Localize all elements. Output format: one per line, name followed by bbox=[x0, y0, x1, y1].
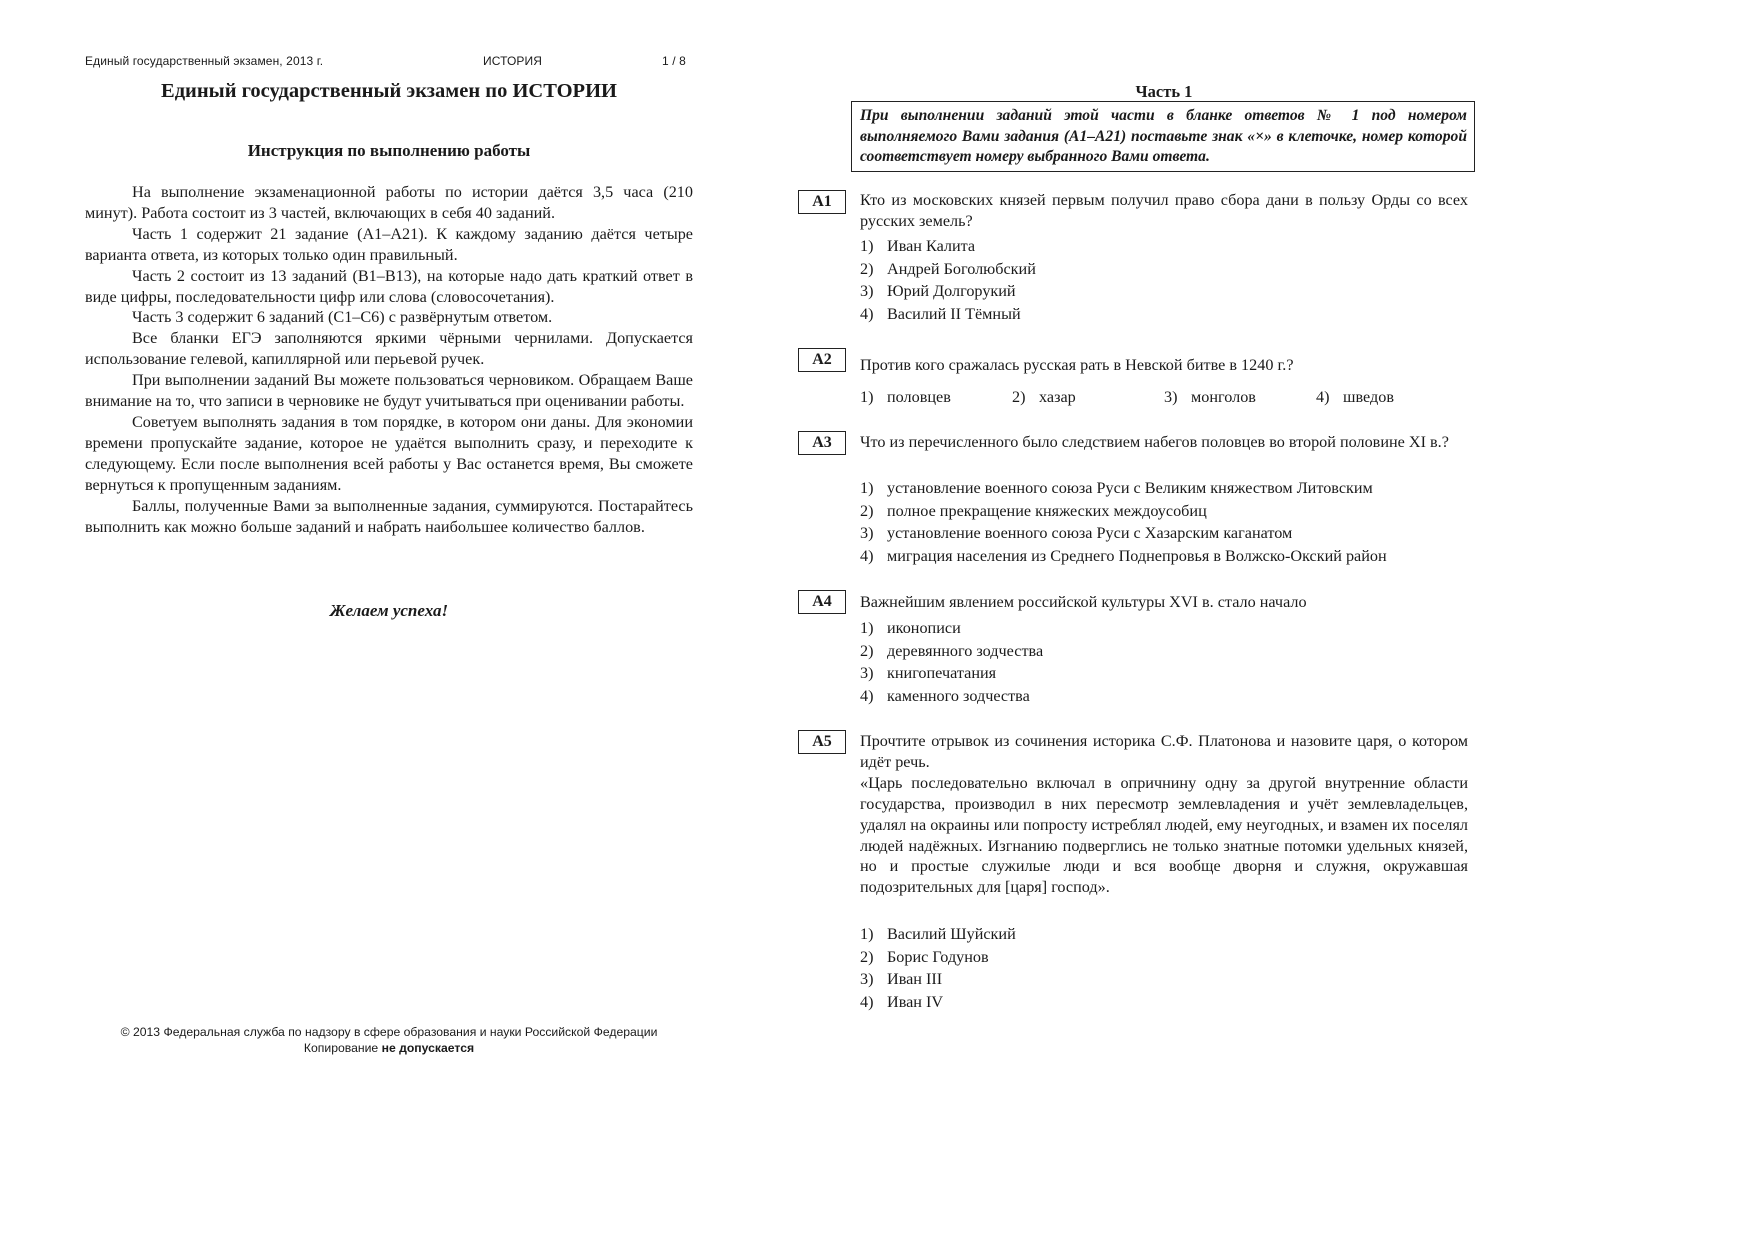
option-text: установление военного союза Руси с Великим княжеством Литовским bbox=[887, 479, 1373, 497]
option-number: 3) bbox=[860, 970, 874, 989]
option-number: 4) bbox=[860, 547, 874, 566]
option-text: монголов bbox=[1191, 388, 1256, 406]
instructions-paragraph: Баллы, полученные Вами за выполненные задания, суммируются. Постарайтесь выполнить как можно больше заданий и набрать наибольшее количество баллов. bbox=[85, 496, 693, 536]
copy-notice bbox=[85, 1040, 693, 1056]
option-number: 2) bbox=[860, 501, 874, 520]
answer-option bbox=[860, 303, 1468, 326]
instructions-paragraph: Часть 2 состоит из 13 заданий (В1–В13), на которые надо дать краткий ответ в виде цифры, последовательности цифр или слова (словосочетания). bbox=[85, 266, 693, 306]
answer-option bbox=[860, 968, 1468, 991]
option-text: шведов bbox=[1343, 388, 1394, 406]
option-number: 3) bbox=[860, 524, 874, 543]
answer-option bbox=[1012, 386, 1164, 409]
copy-notice-prefix: Копирование bbox=[303, 1041, 382, 1055]
option-text: книгопечатания bbox=[887, 664, 997, 683]
answer-options bbox=[860, 923, 1468, 1014]
page-title: Единый государственный экзамен по ИСТОРИИ bbox=[161, 80, 617, 102]
task-question bbox=[860, 731, 1468, 898]
answer-option bbox=[860, 522, 1468, 545]
copyright-line: © 2013 Федеральная служба по надзору в сфере образования и науки Российской Федерации bbox=[120, 1025, 658, 1039]
answer-option bbox=[860, 235, 1468, 258]
answer-option bbox=[1316, 386, 1468, 409]
question-text: Прочтите отрывок из сочинения историка С.Ф. Платонова и назовите царя, о котором идёт речь. bbox=[860, 732, 1468, 771]
answer-option bbox=[860, 991, 1468, 1014]
option-text: деревянного зодчества bbox=[887, 641, 1044, 660]
task-question bbox=[860, 432, 1468, 453]
task-label: А2 bbox=[798, 348, 846, 372]
answer-option bbox=[860, 685, 1468, 708]
task-question bbox=[860, 592, 1468, 613]
answer-option bbox=[860, 662, 1468, 685]
option-number: 4) bbox=[860, 993, 874, 1012]
option-text: каменного зодчества bbox=[887, 687, 1030, 706]
task-question bbox=[860, 190, 1468, 232]
option-number: 3) bbox=[1164, 388, 1178, 406]
option-number: 2) bbox=[860, 259, 874, 278]
instructions-paragraph: Советуем выполнять задания в том порядке, в котором они даны. Для экономии времени пропускайте задание, которое не удаётся выполнить сразу, и переходите к следующему. Если после выполнения всей работы у Вас останется время, Вы сможете вернуться к пропущенным заданиям. bbox=[85, 412, 693, 494]
instructions-body bbox=[85, 182, 693, 537]
answer-option bbox=[860, 477, 1468, 500]
option-text: Василий Шуйский bbox=[887, 925, 1016, 943]
task-label: А3 bbox=[798, 431, 846, 455]
part-title: Часть 1 bbox=[1135, 82, 1193, 101]
task-label: А1 bbox=[798, 190, 846, 214]
option-text: Иван Калита bbox=[887, 237, 976, 255]
option-number: 2) bbox=[1012, 388, 1026, 406]
instructions-paragraph: Все бланки ЕГЭ заполняются яркими чёрными чернилами. Допускается использование гелевой, капиллярной или перьевой ручек. bbox=[85, 329, 693, 369]
answer-option bbox=[860, 258, 1468, 281]
instructions-paragraph: На выполнение экзаменационной работы по истории даётся 3,5 часа (210 минут). Работа состоит из 3 частей, включающих в себя 40 заданий. bbox=[85, 183, 693, 222]
instructions-title: Инструкция по выполнению работы bbox=[247, 141, 531, 160]
option-text: Иван IV bbox=[887, 993, 944, 1012]
question-text: Против кого сражалась русская рать в Невской битве в 1240 г.? bbox=[860, 356, 1294, 374]
task-label: А5 bbox=[798, 730, 846, 754]
option-number: 3) bbox=[860, 282, 874, 301]
answer-options bbox=[860, 235, 1468, 326]
option-text: Василий II Тёмный bbox=[887, 305, 1021, 324]
answer-option bbox=[860, 946, 1468, 969]
quote-text: «Царь последовательно включал в опричнину одну за другой внутренние области государства, производил в них пересмотр землевладения и учёт землевладельцев, удалял на окраины или попросту истреблял людей, ему неугодных, и взамен их поселял людей надёжных. Изгнанию подверглись не только знатные потомки удельных князей, но и простые служилые люди и вся вообще дворня и служня, окружавшая подозрительных для [царя] господ». bbox=[860, 773, 1468, 897]
option-number: 2) bbox=[860, 641, 874, 660]
answer-option bbox=[860, 500, 1468, 523]
instructions-paragraph: При выполнении заданий Вы можете пользоваться черновиком. Обращаем Ваше внимание на то, что записи в черновике не будут учитываться при оценивании работы. bbox=[85, 371, 693, 411]
answer-option bbox=[860, 280, 1468, 303]
option-text: установление военного союза Руси с Хазарским каганатом bbox=[887, 524, 1293, 543]
answer-option bbox=[860, 617, 1468, 640]
option-number: 4) bbox=[1316, 388, 1330, 406]
answer-option bbox=[860, 640, 1468, 663]
answer-option bbox=[1164, 386, 1316, 409]
header-exam: Единый государственный экзамен, 2013 г. bbox=[85, 54, 324, 68]
task-question bbox=[860, 355, 1468, 376]
option-number: 1) bbox=[860, 388, 874, 406]
header-page-number: 1 / 8 bbox=[662, 54, 686, 68]
option-number: 1) bbox=[860, 925, 874, 943]
task-label: А4 bbox=[798, 590, 846, 614]
good-luck-wish: Желаем успеха! bbox=[329, 601, 449, 620]
option-text: Борис Годунов bbox=[887, 947, 989, 966]
question-text: Важнейшим явлением российской культуры XVI в. стало начало bbox=[860, 593, 1307, 611]
option-text: Иван III bbox=[887, 970, 943, 989]
answer-option bbox=[860, 386, 1012, 409]
instructions-paragraph: Часть 1 содержит 21 задание (А1–А21). К каждому заданию даётся четыре варианта ответа, из которых только один правильный. bbox=[85, 224, 693, 264]
answer-options bbox=[860, 477, 1468, 568]
part-instruction-box: При выполнении заданий этой части в бланке ответов № 1 под номером выполняемого Вами задания (А1–А21) поставьте знак «×» в клеточке, номер которой соответствует номеру выбранного Вами ответа. bbox=[851, 101, 1475, 172]
option-number: 1) bbox=[860, 237, 874, 255]
header-subject: ИСТОРИЯ bbox=[483, 54, 543, 68]
answer-option bbox=[860, 923, 1468, 946]
option-text: полное прекращение княжеских междоусобиц bbox=[887, 501, 1207, 520]
option-number: 1) bbox=[860, 619, 874, 637]
copyright-footer bbox=[85, 1024, 693, 1056]
option-text: иконописи bbox=[887, 619, 961, 637]
option-number: 4) bbox=[860, 687, 874, 706]
question-text: Кто из московских князей первым получил право сбора дани в пользу Орды со всех русских земель? bbox=[860, 191, 1468, 230]
copy-notice-bold: не допускается bbox=[381, 1041, 475, 1055]
question-text: Что из перечисленного было следствием набегов половцев во второй половине XI в.? bbox=[860, 433, 1449, 451]
answer-options bbox=[860, 617, 1468, 708]
instructions-paragraph: Часть 3 содержит 6 заданий (С1–С6) с развёрнутым ответом. bbox=[132, 308, 553, 327]
option-number: 4) bbox=[860, 305, 874, 324]
option-text: Юрий Долгорукий bbox=[887, 282, 1016, 301]
answer-options bbox=[860, 386, 1468, 409]
option-text: миграция населения из Среднего Поднепровья в Волжско-Окский район bbox=[887, 547, 1387, 566]
option-number: 1) bbox=[860, 479, 874, 497]
option-text: половцев bbox=[887, 388, 951, 406]
answer-option bbox=[860, 545, 1468, 568]
option-text: хазар bbox=[1039, 388, 1076, 406]
option-number: 2) bbox=[860, 947, 874, 966]
option-number: 3) bbox=[860, 664, 874, 683]
option-text: Андрей Боголюбский bbox=[887, 259, 1036, 278]
